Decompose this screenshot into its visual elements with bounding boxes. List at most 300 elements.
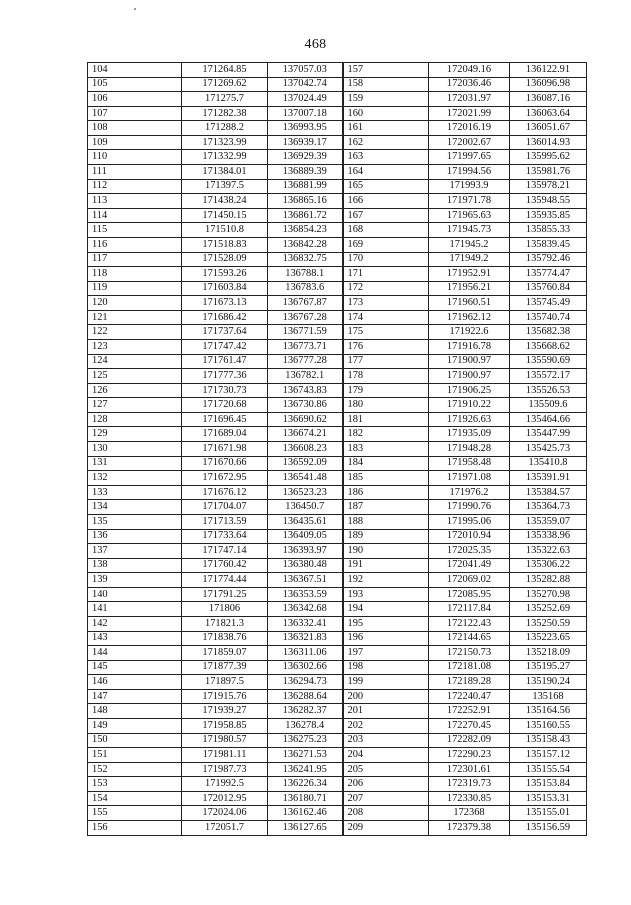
point-number-cell: 174	[343, 310, 429, 325]
point-number-cell: 127	[88, 398, 182, 413]
x-coordinate-cell: 171945.2	[429, 237, 510, 252]
point-number-cell: 139	[88, 573, 182, 588]
y-coordinate-cell: 136127.65	[268, 821, 343, 836]
table-row	[88, 383, 587, 398]
point-number-cell: 134	[88, 500, 182, 515]
table-row	[88, 500, 587, 515]
x-coordinate-cell: 172051.7	[182, 821, 268, 836]
table-row	[88, 719, 587, 734]
y-coordinate-cell: 136087.16	[510, 92, 587, 107]
y-coordinate-cell: 136435.61	[268, 514, 343, 529]
point-number-cell: 164	[343, 165, 429, 180]
y-coordinate-cell: 136226.34	[268, 777, 343, 792]
point-number-cell: 161	[343, 121, 429, 136]
point-number-cell: 148	[88, 704, 182, 719]
coordinates-table	[87, 62, 587, 836]
y-coordinate-cell: 136342.68	[268, 602, 343, 617]
y-coordinate-cell: 135155.01	[510, 806, 587, 821]
table-row	[88, 660, 587, 675]
y-coordinate-cell: 135252.69	[510, 602, 587, 617]
table-row	[88, 573, 587, 588]
x-coordinate-cell: 171603.84	[182, 281, 268, 296]
point-number-cell: 140	[88, 587, 182, 602]
y-coordinate-cell: 136051.67	[510, 121, 587, 136]
y-coordinate-cell: 136832.75	[268, 252, 343, 267]
x-coordinate-cell: 171686.42	[182, 310, 268, 325]
point-number-cell: 110	[88, 150, 182, 165]
y-coordinate-cell: 136332.41	[268, 616, 343, 631]
x-coordinate-cell: 172016.19	[429, 121, 510, 136]
x-coordinate-cell: 171704.07	[182, 500, 268, 515]
x-coordinate-cell: 171806	[182, 602, 268, 617]
point-number-cell: 114	[88, 208, 182, 223]
y-coordinate-cell: 136861.72	[268, 208, 343, 223]
y-coordinate-cell: 135160.55	[510, 719, 587, 734]
table-row	[88, 646, 587, 661]
y-coordinate-cell: 136523.23	[268, 485, 343, 500]
x-coordinate-cell: 171993.9	[429, 179, 510, 194]
point-number-cell: 196	[343, 631, 429, 646]
point-number-cell: 193	[343, 587, 429, 602]
x-coordinate-cell: 171949.2	[429, 252, 510, 267]
point-number-cell: 206	[343, 777, 429, 792]
y-coordinate-cell: 135682.38	[510, 325, 587, 340]
y-coordinate-cell: 136767.87	[268, 296, 343, 311]
point-number-cell: 117	[88, 252, 182, 267]
x-coordinate-cell: 171264.85	[182, 63, 268, 78]
y-coordinate-cell: 135978.21	[510, 179, 587, 194]
y-coordinate-cell: 136380.48	[268, 558, 343, 573]
x-coordinate-cell: 172379.38	[429, 821, 510, 836]
point-number-cell: 181	[343, 412, 429, 427]
point-number-cell: 187	[343, 500, 429, 515]
table-row	[88, 427, 587, 442]
x-coordinate-cell: 171821.3	[182, 616, 268, 631]
table-row	[88, 762, 587, 777]
point-number-cell: 176	[343, 339, 429, 354]
page-number: 468	[304, 37, 327, 52]
coordinates-table-body	[88, 63, 587, 836]
point-number-cell: 205	[343, 762, 429, 777]
point-number-cell: 141	[88, 602, 182, 617]
table-row	[88, 398, 587, 413]
x-coordinate-cell: 171791.25	[182, 587, 268, 602]
point-number-cell: 199	[343, 675, 429, 690]
y-coordinate-cell: 135338.96	[510, 529, 587, 544]
x-coordinate-cell: 171962.12	[429, 310, 510, 325]
x-coordinate-cell: 171737.64	[182, 325, 268, 340]
x-coordinate-cell: 171939.27	[182, 704, 268, 719]
x-coordinate-cell: 171672.95	[182, 471, 268, 486]
x-coordinate-cell: 171838.76	[182, 631, 268, 646]
y-coordinate-cell: 135410.8	[510, 456, 587, 471]
x-coordinate-cell: 172036.46	[429, 77, 510, 92]
point-number-cell: 190	[343, 544, 429, 559]
y-coordinate-cell: 136592.09	[268, 456, 343, 471]
y-coordinate-cell: 136063.64	[510, 106, 587, 121]
x-coordinate-cell: 171952.91	[429, 267, 510, 282]
x-coordinate-cell: 171438.24	[182, 194, 268, 209]
table-row	[88, 354, 587, 369]
y-coordinate-cell: 136321.83	[268, 631, 343, 646]
table-row	[88, 442, 587, 457]
point-number-cell: 135	[88, 514, 182, 529]
table-row	[88, 514, 587, 529]
x-coordinate-cell: 171992.5	[182, 777, 268, 792]
x-coordinate-cell: 171760.42	[182, 558, 268, 573]
point-number-cell: 202	[343, 719, 429, 734]
point-number-cell: 160	[343, 106, 429, 121]
y-coordinate-cell: 135164.56	[510, 704, 587, 719]
x-coordinate-cell: 172025.35	[429, 544, 510, 559]
y-coordinate-cell: 135306.22	[510, 558, 587, 573]
point-number-cell: 108	[88, 121, 182, 136]
y-coordinate-cell: 135855.33	[510, 223, 587, 238]
y-coordinate-cell: 135384.57	[510, 485, 587, 500]
table-row	[88, 748, 587, 763]
y-coordinate-cell: 136393.97	[268, 544, 343, 559]
x-coordinate-cell: 172290.23	[429, 748, 510, 763]
y-coordinate-cell: 136275.23	[268, 733, 343, 748]
point-number-cell: 115	[88, 223, 182, 238]
point-number-cell: 144	[88, 646, 182, 661]
table-row	[88, 339, 587, 354]
x-coordinate-cell: 171323.99	[182, 135, 268, 150]
x-coordinate-cell: 171733.64	[182, 529, 268, 544]
x-coordinate-cell: 171971.78	[429, 194, 510, 209]
table-row	[88, 616, 587, 631]
x-coordinate-cell: 171900.97	[429, 369, 510, 384]
table-row	[88, 237, 587, 252]
table-row	[88, 135, 587, 150]
y-coordinate-cell: 136294.73	[268, 675, 343, 690]
x-coordinate-cell: 171935.09	[429, 427, 510, 442]
x-coordinate-cell: 171948.28	[429, 442, 510, 457]
x-coordinate-cell: 171945.73	[429, 223, 510, 238]
point-number-cell: 149	[88, 719, 182, 734]
x-coordinate-cell: 171958.48	[429, 456, 510, 471]
point-number-cell: 198	[343, 660, 429, 675]
x-coordinate-cell: 171877.39	[182, 660, 268, 675]
y-coordinate-cell: 136788.1	[268, 267, 343, 282]
y-coordinate-cell: 136367.51	[268, 573, 343, 588]
point-number-cell: 167	[343, 208, 429, 223]
x-coordinate-cell: 171995.06	[429, 514, 510, 529]
y-coordinate-cell: 135935.85	[510, 208, 587, 223]
x-coordinate-cell: 171980.57	[182, 733, 268, 748]
point-number-cell: 208	[343, 806, 429, 821]
y-coordinate-cell: 136771.59	[268, 325, 343, 340]
x-coordinate-cell: 171994.56	[429, 165, 510, 180]
y-coordinate-cell: 137057.03	[268, 63, 343, 78]
x-coordinate-cell: 172189.28	[429, 675, 510, 690]
point-number-cell: 185	[343, 471, 429, 486]
y-coordinate-cell: 136014.93	[510, 135, 587, 150]
x-coordinate-cell: 172069.02	[429, 573, 510, 588]
y-coordinate-cell: 136690.62	[268, 412, 343, 427]
y-coordinate-cell: 135995.62	[510, 150, 587, 165]
x-coordinate-cell: 171761.47	[182, 354, 268, 369]
x-coordinate-cell: 171922.6	[429, 325, 510, 340]
y-coordinate-cell: 137042.74	[268, 77, 343, 92]
y-coordinate-cell: 135156.59	[510, 821, 587, 836]
point-number-cell: 173	[343, 296, 429, 311]
y-coordinate-cell: 135364.73	[510, 500, 587, 515]
point-number-cell: 131	[88, 456, 182, 471]
table-row	[88, 471, 587, 486]
table-row	[88, 412, 587, 427]
table-row	[88, 106, 587, 121]
x-coordinate-cell: 172181.08	[429, 660, 510, 675]
x-coordinate-cell: 171900.97	[429, 354, 510, 369]
x-coordinate-cell: 171269.62	[182, 77, 268, 92]
y-coordinate-cell: 136162.46	[268, 806, 343, 821]
y-coordinate-cell: 135157.12	[510, 748, 587, 763]
table-row	[88, 529, 587, 544]
y-coordinate-cell: 135509.6	[510, 398, 587, 413]
point-number-cell: 156	[88, 821, 182, 836]
point-number-cell: 155	[88, 806, 182, 821]
y-coordinate-cell: 136409.05	[268, 529, 343, 544]
table-row	[88, 121, 587, 136]
x-coordinate-cell: 171916.78	[429, 339, 510, 354]
scan-speck	[134, 8, 136, 10]
point-number-cell: 133	[88, 485, 182, 500]
point-number-cell: 163	[343, 150, 429, 165]
x-coordinate-cell: 172002.67	[429, 135, 510, 150]
point-number-cell: 125	[88, 369, 182, 384]
y-coordinate-cell: 135155.54	[510, 762, 587, 777]
table-row	[88, 92, 587, 107]
point-number-cell: 126	[88, 383, 182, 398]
point-number-cell: 158	[343, 77, 429, 92]
x-coordinate-cell: 171976.2	[429, 485, 510, 500]
point-number-cell: 145	[88, 660, 182, 675]
x-coordinate-cell: 171275.7	[182, 92, 268, 107]
x-coordinate-cell: 172301.61	[429, 762, 510, 777]
y-coordinate-cell: 135158.43	[510, 733, 587, 748]
y-coordinate-cell: 136302.66	[268, 660, 343, 675]
y-coordinate-cell: 136743.83	[268, 383, 343, 398]
point-number-cell: 191	[343, 558, 429, 573]
x-coordinate-cell: 171990.76	[429, 500, 510, 515]
y-coordinate-cell: 135572.17	[510, 369, 587, 384]
x-coordinate-cell: 171282.38	[182, 106, 268, 121]
table-row	[88, 325, 587, 340]
x-coordinate-cell: 171518.83	[182, 237, 268, 252]
y-coordinate-cell: 137007.18	[268, 106, 343, 121]
y-coordinate-cell: 136450.7	[268, 500, 343, 515]
table-row	[88, 267, 587, 282]
x-coordinate-cell: 171673.13	[182, 296, 268, 311]
y-coordinate-cell: 136096.98	[510, 77, 587, 92]
table-row	[88, 77, 587, 92]
table-row	[88, 806, 587, 821]
x-coordinate-cell: 172122.43	[429, 616, 510, 631]
point-number-cell: 121	[88, 310, 182, 325]
y-coordinate-cell: 136773.71	[268, 339, 343, 354]
y-coordinate-cell: 136842.28	[268, 237, 343, 252]
x-coordinate-cell: 172282.09	[429, 733, 510, 748]
table-row	[88, 602, 587, 617]
point-number-cell: 172	[343, 281, 429, 296]
point-number-cell: 138	[88, 558, 182, 573]
table-row	[88, 777, 587, 792]
y-coordinate-cell: 136278.4	[268, 719, 343, 734]
point-number-cell: 105	[88, 77, 182, 92]
point-number-cell: 154	[88, 791, 182, 806]
x-coordinate-cell: 172041.49	[429, 558, 510, 573]
y-coordinate-cell: 135223.65	[510, 631, 587, 646]
point-number-cell: 189	[343, 529, 429, 544]
x-coordinate-cell: 172144.65	[429, 631, 510, 646]
table-row	[88, 791, 587, 806]
x-coordinate-cell: 171958.85	[182, 719, 268, 734]
y-coordinate-cell: 136311.06	[268, 646, 343, 661]
x-coordinate-cell: 171670.66	[182, 456, 268, 471]
point-number-cell: 195	[343, 616, 429, 631]
y-coordinate-cell: 135195.27	[510, 660, 587, 675]
x-coordinate-cell: 171593.26	[182, 267, 268, 282]
point-number-cell: 124	[88, 354, 182, 369]
y-coordinate-cell: 135948.55	[510, 194, 587, 209]
y-coordinate-cell: 136889.39	[268, 165, 343, 180]
point-number-cell: 182	[343, 427, 429, 442]
point-number-cell: 204	[343, 748, 429, 763]
y-coordinate-cell: 135464.66	[510, 412, 587, 427]
x-coordinate-cell: 172240.47	[429, 689, 510, 704]
y-coordinate-cell: 137024.49	[268, 92, 343, 107]
table-row	[88, 689, 587, 704]
point-number-cell: 104	[88, 63, 182, 78]
x-coordinate-cell: 171288.2	[182, 121, 268, 136]
table-row	[88, 296, 587, 311]
x-coordinate-cell: 172085.95	[429, 587, 510, 602]
table-row	[88, 150, 587, 165]
table-row	[88, 369, 587, 384]
point-number-cell: 107	[88, 106, 182, 121]
x-coordinate-cell: 171981.11	[182, 748, 268, 763]
point-number-cell: 136	[88, 529, 182, 544]
y-coordinate-cell: 136608.23	[268, 442, 343, 457]
y-coordinate-cell: 135359.07	[510, 514, 587, 529]
point-number-cell: 178	[343, 369, 429, 384]
point-number-cell: 188	[343, 514, 429, 529]
point-number-cell: 159	[343, 92, 429, 107]
x-coordinate-cell: 171384.01	[182, 165, 268, 180]
x-coordinate-cell: 172150.73	[429, 646, 510, 661]
point-number-cell: 151	[88, 748, 182, 763]
table-row	[88, 179, 587, 194]
y-coordinate-cell: 135774.47	[510, 267, 587, 282]
y-coordinate-cell: 136122.91	[510, 63, 587, 78]
table-row	[88, 194, 587, 209]
point-number-cell: 197	[343, 646, 429, 661]
point-number-cell: 111	[88, 165, 182, 180]
point-number-cell: 183	[343, 442, 429, 457]
x-coordinate-cell: 171450.15	[182, 208, 268, 223]
x-coordinate-cell: 171676.12	[182, 485, 268, 500]
point-number-cell: 200	[343, 689, 429, 704]
y-coordinate-cell: 135760.84	[510, 281, 587, 296]
point-number-cell: 162	[343, 135, 429, 150]
x-coordinate-cell: 172049.16	[429, 63, 510, 78]
x-coordinate-cell: 171926.63	[429, 412, 510, 427]
x-coordinate-cell: 171960.51	[429, 296, 510, 311]
point-number-cell: 201	[343, 704, 429, 719]
x-coordinate-cell: 171774.44	[182, 573, 268, 588]
point-number-cell: 170	[343, 252, 429, 267]
y-coordinate-cell: 135153.84	[510, 777, 587, 792]
point-number-cell: 153	[88, 777, 182, 792]
point-number-cell: 147	[88, 689, 182, 704]
y-coordinate-cell: 135745.49	[510, 296, 587, 311]
y-coordinate-cell: 135282.88	[510, 573, 587, 588]
point-number-cell: 150	[88, 733, 182, 748]
table-row	[88, 208, 587, 223]
y-coordinate-cell: 135270.98	[510, 587, 587, 602]
x-coordinate-cell: 171915.76	[182, 689, 268, 704]
y-coordinate-cell: 135740.74	[510, 310, 587, 325]
y-coordinate-cell: 136854.23	[268, 223, 343, 238]
x-coordinate-cell: 171510.8	[182, 223, 268, 238]
x-coordinate-cell: 171671.98	[182, 442, 268, 457]
point-number-cell: 166	[343, 194, 429, 209]
point-number-cell: 207	[343, 791, 429, 806]
table-row	[88, 165, 587, 180]
x-coordinate-cell: 171689.04	[182, 427, 268, 442]
x-coordinate-cell: 172021.99	[429, 106, 510, 121]
y-coordinate-cell: 135168	[510, 689, 587, 704]
x-coordinate-cell: 171965.63	[429, 208, 510, 223]
y-coordinate-cell: 135792.46	[510, 252, 587, 267]
x-coordinate-cell: 172368	[429, 806, 510, 821]
x-coordinate-cell: 171332.99	[182, 150, 268, 165]
y-coordinate-cell: 136865.16	[268, 194, 343, 209]
point-number-cell: 171	[343, 267, 429, 282]
point-number-cell: 118	[88, 267, 182, 282]
table-row	[88, 63, 587, 78]
y-coordinate-cell: 136777.28	[268, 354, 343, 369]
y-coordinate-cell: 135425.73	[510, 442, 587, 457]
point-number-cell: 203	[343, 733, 429, 748]
table-row	[88, 252, 587, 267]
y-coordinate-cell: 135590.69	[510, 354, 587, 369]
point-number-cell: 152	[88, 762, 182, 777]
y-coordinate-cell: 136241.95	[268, 762, 343, 777]
y-coordinate-cell: 136783.6	[268, 281, 343, 296]
table-row	[88, 281, 587, 296]
x-coordinate-cell: 172270.45	[429, 719, 510, 734]
x-coordinate-cell: 171956.21	[429, 281, 510, 296]
point-number-cell: 119	[88, 281, 182, 296]
x-coordinate-cell: 171720.68	[182, 398, 268, 413]
x-coordinate-cell: 172330.85	[429, 791, 510, 806]
y-coordinate-cell: 136674.21	[268, 427, 343, 442]
table-row	[88, 456, 587, 471]
y-coordinate-cell: 136282.37	[268, 704, 343, 719]
y-coordinate-cell: 136782.1	[268, 369, 343, 384]
y-coordinate-cell: 135668.62	[510, 339, 587, 354]
point-number-cell: 209	[343, 821, 429, 836]
table-row	[88, 631, 587, 646]
y-coordinate-cell: 135447.99	[510, 427, 587, 442]
point-number-cell: 169	[343, 237, 429, 252]
x-coordinate-cell: 171906.25	[429, 383, 510, 398]
y-coordinate-cell: 135322.63	[510, 544, 587, 559]
y-coordinate-cell: 136881.99	[268, 179, 343, 194]
y-coordinate-cell: 135153.31	[510, 791, 587, 806]
